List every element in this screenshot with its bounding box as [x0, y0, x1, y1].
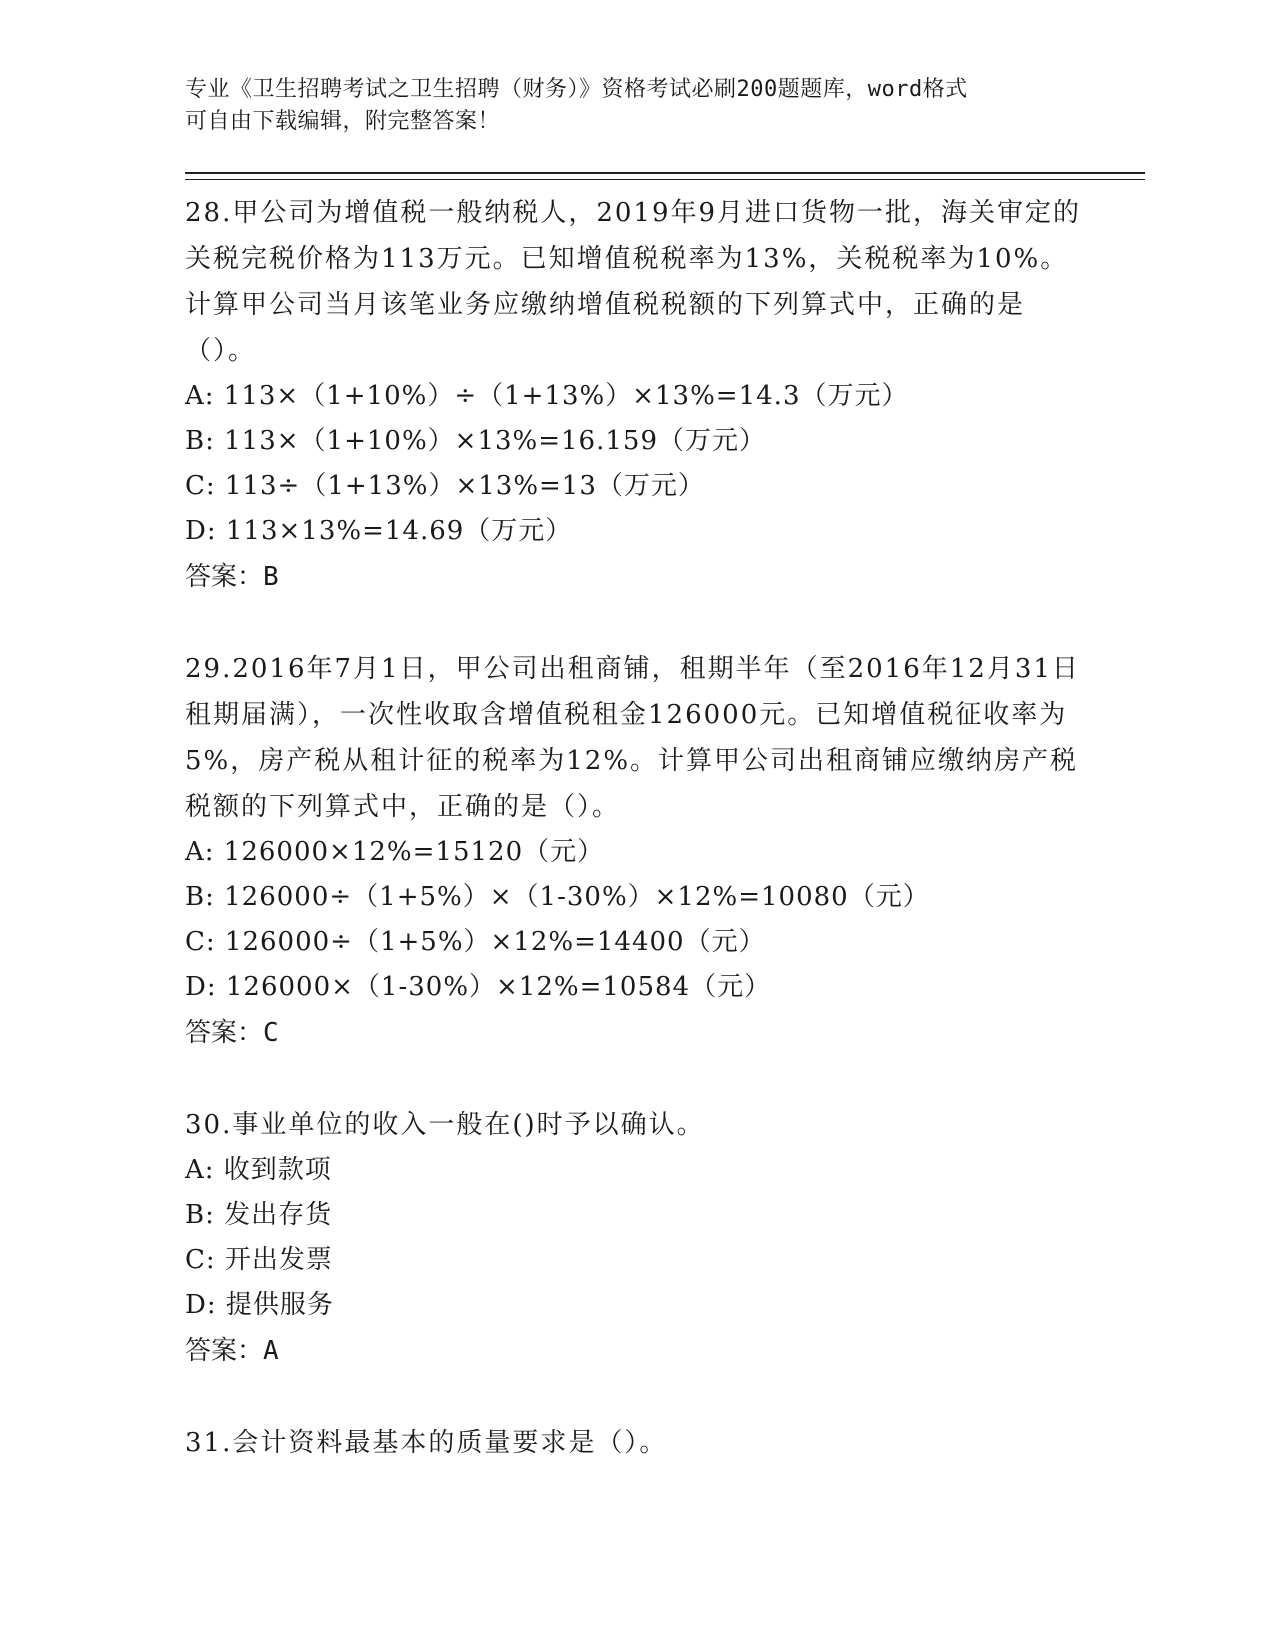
header-line-2: 可自由下载编辑，附完整答案！ — [185, 109, 501, 134]
option-a: A: 收到款项 — [185, 1155, 332, 1185]
question-28 — [185, 190, 1085, 600]
option-d: D: 126000×（1-30%）×12%=10584（元） — [185, 972, 772, 1002]
answer: 答案：B — [185, 562, 279, 592]
option-b: B: 126000÷（1+5%）×（1-30%）×12%=10080（元） — [185, 882, 930, 912]
question-29 — [185, 646, 1085, 1056]
question-text: 28.甲公司为增值税一般纳税人，2019年9月进口货物一批，海关审定的关税完税价格为113万元。已知增值税税率为13%，关税税率为10%。计算甲公司当月该笔业务应缴纳增值税税额的下列算式中，正确的是（）。 — [185, 198, 1082, 366]
option-b: B: 发出存货 — [185, 1200, 333, 1230]
answer: 答案：A — [185, 1336, 279, 1366]
option-c: C: 开出发票 — [185, 1245, 333, 1275]
option-d: D: 113×13%=14.69（万元） — [185, 516, 573, 546]
question-31 — [185, 1420, 1085, 1466]
option-d: D: 提供服务 — [185, 1290, 334, 1320]
header-divider — [185, 172, 1145, 174]
document-header — [185, 74, 1085, 138]
header-divider-thin — [185, 179, 1145, 180]
question-text: 31.会计资料最基本的质量要求是（）。 — [185, 1428, 668, 1458]
question-list — [185, 190, 1085, 1512]
option-b: B: 113×（1+10%）×13%=16.159（万元） — [185, 426, 766, 456]
question-30 — [185, 1102, 1085, 1374]
question-text: 29.2016年7月1日，甲公司出租商铺，租期半年（至2016年12月31日租期届满），一次性收取含增值税租金126000元。已知增值税征收率为5%，房产税从租计征的税率为12%。计算甲公司出租商铺应缴纳房产税税额的下列算式中，正确的是（）。 — [185, 654, 1080, 822]
header-line-1: 专业《卫生招聘考试之卫生招聘（财务）》资格考试必刷200题题库，word格式 — [185, 77, 968, 102]
question-text: 30.事业单位的收入一般在()时予以确认。 — [185, 1110, 705, 1140]
option-c: C: 126000÷（1+5%）×12%=14400（元） — [185, 927, 766, 957]
option-c: C: 113÷（1+13%）×13%=13（万元） — [185, 471, 705, 501]
option-a: A: 113×（1+10%）÷（1+13%）×13%=14.3（万元） — [185, 381, 909, 411]
option-a: A: 126000×12%=15120（元） — [185, 837, 605, 867]
answer: 答案：C — [185, 1018, 279, 1048]
